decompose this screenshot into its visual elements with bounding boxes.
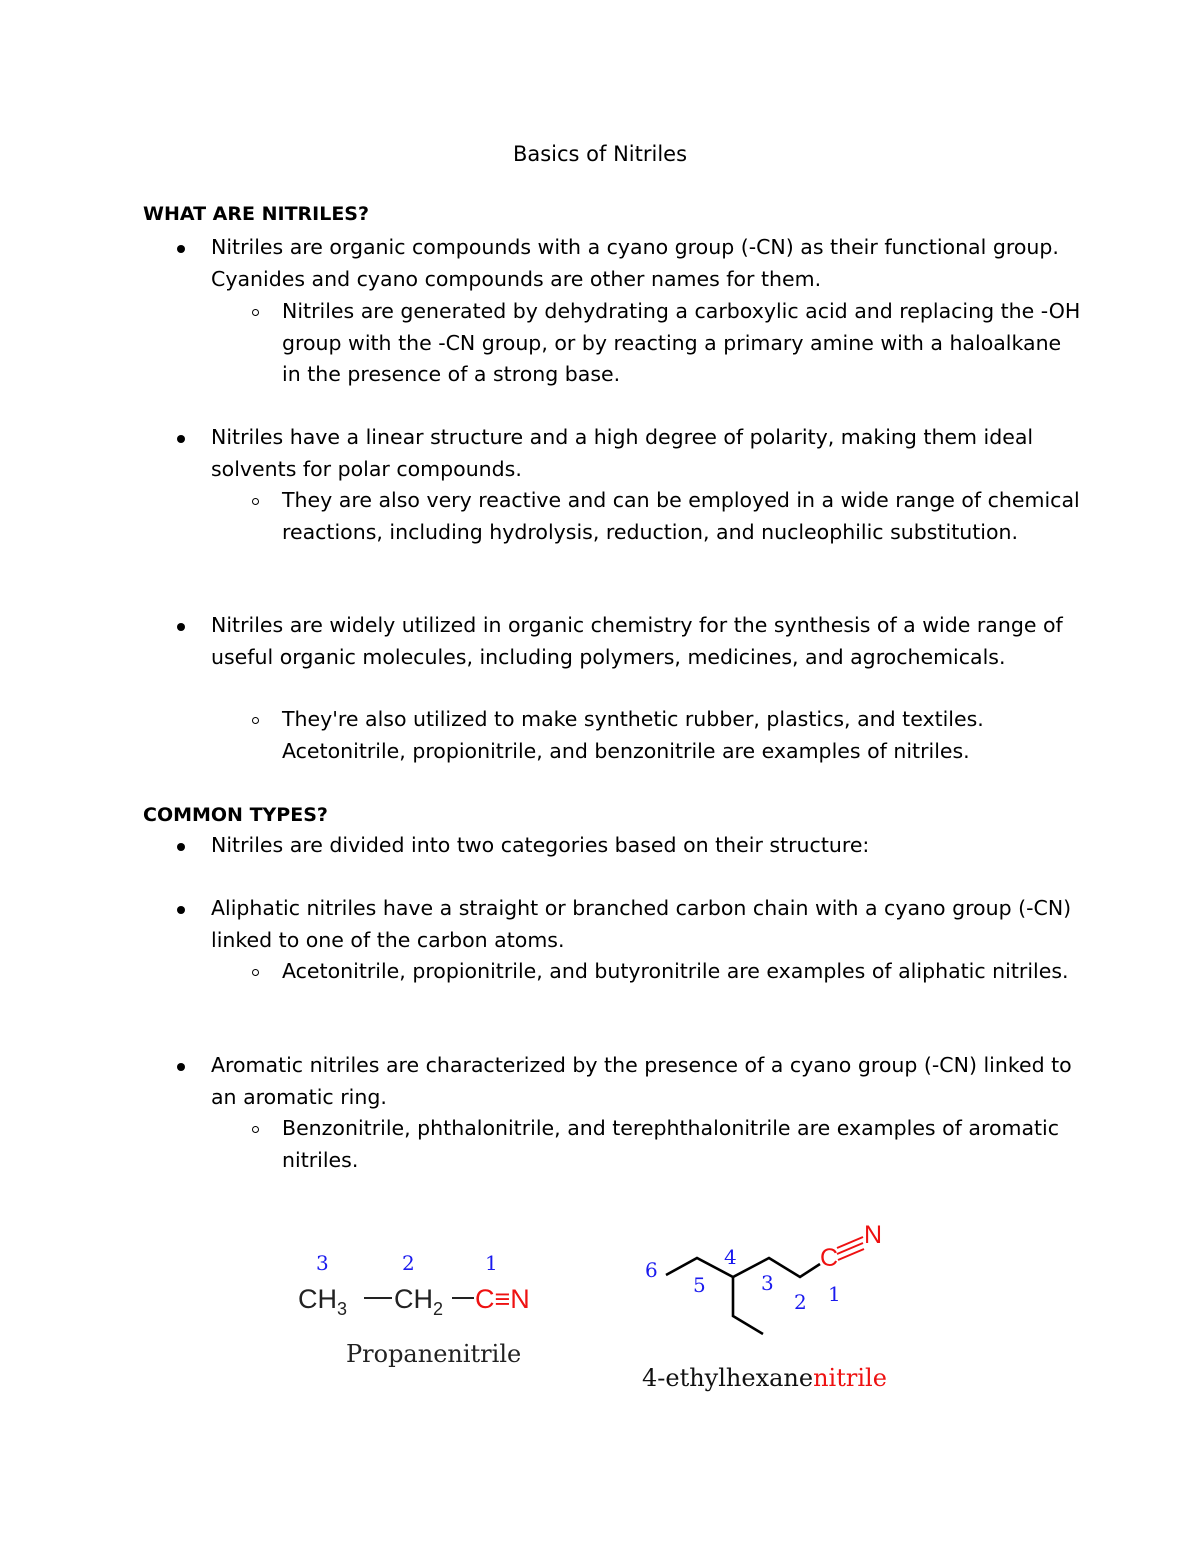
- sub-bullet-text: Acetonitrile, propionitrile, and butyronitrile are examples of aliphatic nitriles.: [282, 959, 1069, 983]
- sub-bullet-text: Benzonitrile, phthalonitrile, and terephthalonitrile are examples of aromatic nitriles.: [282, 1116, 1060, 1172]
- bullet-text: Aromatic nitriles are characterized by the presence of a cyano group (-CN) linked to an aromatic ring.: [211, 1053, 1072, 1109]
- ch3-group: $CH_3$: [298, 1284, 348, 1319]
- ethyl-branch: [733, 1277, 763, 1334]
- document-title: Basics of Nitriles: [512, 142, 688, 166]
- sub-bullet-icon: [252, 969, 259, 976]
- bullet-text: Nitriles are widely utilized in organic chemistry for the synthesis of a wide range of useful organic molecules, including polymers, medicines, and agrochemicals.: [211, 613, 1063, 669]
- carbon-number-2: 2: [794, 1290, 807, 1314]
- bullet-text: Nitriles are divided into two categories based on their structure:: [211, 833, 870, 857]
- cyano-nitrogen-label: N: [864, 1221, 883, 1249]
- cyano-carbon-label: C: [820, 1244, 839, 1272]
- sub-bullet-icon: [252, 1126, 259, 1133]
- ch2-group: $CH_2$: [394, 1284, 444, 1319]
- sub-bullet-text: They're also utilized to make synthetic rubber, plastics, and textiles. Acetonitrile, propionitrile, and benzonitrile are examples of nitriles.: [282, 707, 984, 763]
- triple-bond-line: [837, 1237, 863, 1248]
- sub-bullet-icon: [252, 309, 259, 316]
- bullet-icon: [177, 906, 185, 914]
- cyano-group: C≡N: [475, 1284, 530, 1314]
- carbon-chain: [666, 1258, 820, 1277]
- carbon-number-3: 3: [316, 1251, 329, 1275]
- carbon-number-4: 4: [724, 1245, 737, 1269]
- ethylhexanenitrile-structure: [630, 1210, 900, 1400]
- sub-bullet-text: They are also very reactive and can be employed in a wide range of chemical reactions, including hydrolysis, reduction, and nucleophilic substitution.: [282, 488, 1080, 544]
- carbon-number-1: 1: [485, 1251, 498, 1275]
- bullet-icon: [177, 245, 185, 253]
- triple-bond-line: [838, 1249, 864, 1260]
- carbon-number-3: 3: [761, 1271, 774, 1295]
- carbon-number-2: 2: [402, 1251, 415, 1275]
- bullet-icon: [177, 435, 185, 443]
- section-heading-common-types: COMMON TYPES?: [143, 804, 328, 826]
- section-heading-what-are-nitriles: WHAT ARE NITRILES?: [143, 203, 370, 225]
- propanenitrile-structure: [280, 1238, 550, 1373]
- propanenitrile-caption: Propanenitrile: [346, 1340, 522, 1368]
- sub-bullet-text: Nitriles are generated by dehydrating a carboxylic acid and replacing the -OH group with the -CN group, or by reacting a primary amine with a haloalkane in the presence of a strong base.: [282, 299, 1081, 386]
- carbon-number-1: 1: [828, 1282, 841, 1306]
- bullet-icon: [177, 623, 185, 631]
- carbon-number-6: 6: [645, 1258, 658, 1282]
- triple-bond-line: [837, 1243, 863, 1254]
- bullet-text: Aliphatic nitriles have a straight or branched carbon chain with a cyano group (-CN) linked to one of the carbon atoms.: [211, 896, 1072, 952]
- bullet-text: Nitriles have a linear structure and a high degree of polarity, making them ideal solvents for polar compounds.: [211, 425, 1034, 481]
- carbon-number-5: 5: [693, 1273, 706, 1297]
- sub-bullet-icon: [252, 717, 259, 724]
- bullet-icon: [177, 1063, 185, 1071]
- sub-bullet-icon: [252, 498, 259, 505]
- bullet-icon: [177, 843, 185, 851]
- ethylhexanenitrile-caption: 4-ethylhexanenitrile: [642, 1364, 887, 1392]
- bullet-text: Nitriles are organic compounds with a cyano group (-CN) as their functional group. Cyanides and cyano compounds are other names for them.: [211, 235, 1059, 291]
